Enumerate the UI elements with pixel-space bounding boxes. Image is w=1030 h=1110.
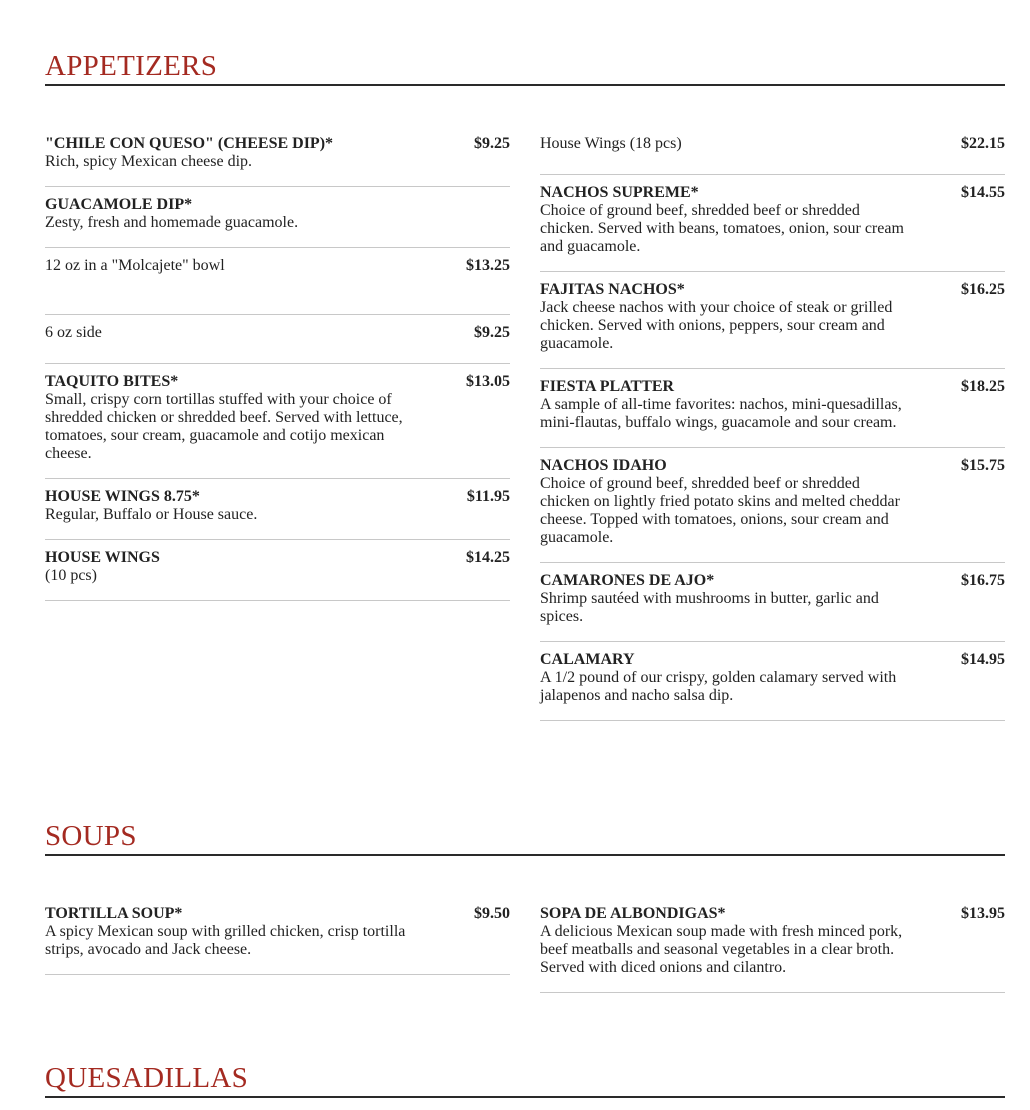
item-name: FAJITAS NACHOS* [540, 281, 685, 298]
menu-item-fajitas-nachos[interactable] [540, 272, 1005, 369]
item-price: $18.25 [961, 378, 1005, 395]
item-description: Small, crispy corn tortillas stuffed with your choice of shredded chicken or shredded beef. Served with lettuce, tomatoes, sour cream, guacamole and cotijo mexican cheese. [45, 391, 403, 462]
item-price: $14.55 [961, 184, 1005, 201]
item-name: 12 oz in a "Molcajete" bowl [45, 257, 225, 274]
item-name: HOUSE WINGS 8.75* [45, 488, 200, 505]
menu-item-nachos-supreme[interactable] [540, 175, 1005, 272]
menu-item-tortilla-soup[interactable] [45, 905, 510, 975]
item-price: $13.25 [466, 257, 510, 274]
item-description: Rich, spicy Mexican cheese dip. [45, 153, 253, 170]
menu-item-guacamole-dip[interactable] [45, 187, 510, 248]
item-price: $15.75 [961, 457, 1005, 474]
item-price: $9.25 [474, 135, 510, 152]
item-description: Jack cheese nachos with your choice of steak or grilled chicken. Served with onions, peppers, sour cream and guacamole. [540, 299, 893, 352]
item-description: Choice of ground beef, shredded beef or shredded chicken. Served with beans, tomatoes, onion, sour cream and guacamole. [540, 202, 904, 255]
item-price: $16.75 [961, 572, 1005, 589]
menu-item-camarones-de-ajo[interactable] [540, 563, 1005, 642]
item-description: A delicious Mexican soup made with fresh minced pork, beef meatballs and seasonal vegetables in a clear broth. Served with diced onions and cilantro. [540, 923, 903, 976]
item-name: 6 oz side [45, 324, 102, 341]
menu-columns [45, 135, 1005, 721]
item-description: A sample of all-time favorites: nachos, mini-quesadillas, mini-flautas, buffalo wings, guacamole and sour cream. [540, 396, 902, 431]
menu-item-house-wings-875[interactable] [45, 479, 510, 540]
item-name: CAMARONES DE AJO* [540, 572, 715, 589]
section-quesadillas [45, 1064, 1005, 1098]
section-title: SOUPS [45, 822, 1005, 856]
item-name: NACHOS IDAHO [540, 457, 667, 474]
item-price: $13.05 [466, 373, 510, 390]
item-name: SOPA DE ALBONDIGAS* [540, 905, 726, 922]
menu-item-fiesta-platter[interactable] [540, 369, 1005, 448]
section-title: QUESADILLAS [45, 1064, 1005, 1098]
section-appetizers [45, 52, 1005, 721]
item-name: CALAMARY [540, 651, 635, 668]
menu-item-guacamole-12oz[interactable] [45, 248, 510, 315]
menu-item-calamary[interactable] [540, 642, 1005, 721]
item-description: A spicy Mexican soup with grilled chicken, crisp tortilla strips, avocado and Jack cheese. [45, 923, 406, 958]
item-price: $14.95 [961, 651, 1005, 668]
item-price: $9.25 [474, 324, 510, 341]
item-price: $14.25 [466, 549, 510, 566]
item-price: $13.95 [961, 905, 1005, 922]
item-price: $9.50 [474, 905, 510, 922]
menu-item-house-wings-18pcs[interactable] [540, 135, 1005, 175]
item-price: $11.95 [466, 488, 510, 505]
menu-item-house-wings-10pcs[interactable] [45, 540, 510, 601]
menu-columns [45, 905, 1005, 993]
item-name: HOUSE WINGS [45, 549, 160, 566]
menu-item-sopa-de-albondigas[interactable] [540, 905, 1005, 993]
menu-column-left [45, 135, 510, 721]
section-title: APPETIZERS [45, 52, 1005, 86]
menu-item-guacamole-6oz[interactable] [45, 315, 510, 364]
menu-item-chile-con-queso[interactable] [45, 135, 510, 187]
item-description: Regular, Buffalo or House sauce. [45, 506, 258, 523]
menu-item-taquito-bites[interactable] [45, 364, 510, 479]
menu-item-nachos-idaho[interactable] [540, 448, 1005, 563]
item-description: Choice of ground beef, shredded beef or shredded chicken on lightly fried potato skins and melted cheddar cheese. Topped with tomatoes, onions, sour cream and guacamole. [540, 475, 900, 546]
item-description: Shrimp sautéed with mushrooms in butter, garlic and spices. [540, 590, 879, 625]
section-soups [45, 822, 1005, 993]
item-description: (10 pcs) [45, 567, 97, 584]
item-price: $22.15 [961, 135, 1005, 152]
item-name: TAQUITO BITES* [45, 373, 179, 390]
item-description: Zesty, fresh and homemade guacamole. [45, 214, 299, 231]
item-name: FIESTA PLATTER [540, 378, 675, 395]
item-description: A 1/2 pound of our crispy, golden calamary served with jalapenos and nacho salsa dip. [540, 669, 897, 704]
item-name: House Wings (18 pcs) [540, 135, 682, 152]
menu-column-left [45, 905, 510, 993]
item-name: GUACAMOLE DIP* [45, 196, 193, 213]
item-price: $16.25 [961, 281, 1005, 298]
item-name: NACHOS SUPREME* [540, 184, 699, 201]
item-name: TORTILLA SOUP* [45, 905, 183, 922]
item-name: "CHILE CON QUESO" (CHEESE DIP)* [45, 135, 334, 152]
menu-column-right [540, 135, 1005, 721]
menu-column-right [540, 905, 1005, 993]
